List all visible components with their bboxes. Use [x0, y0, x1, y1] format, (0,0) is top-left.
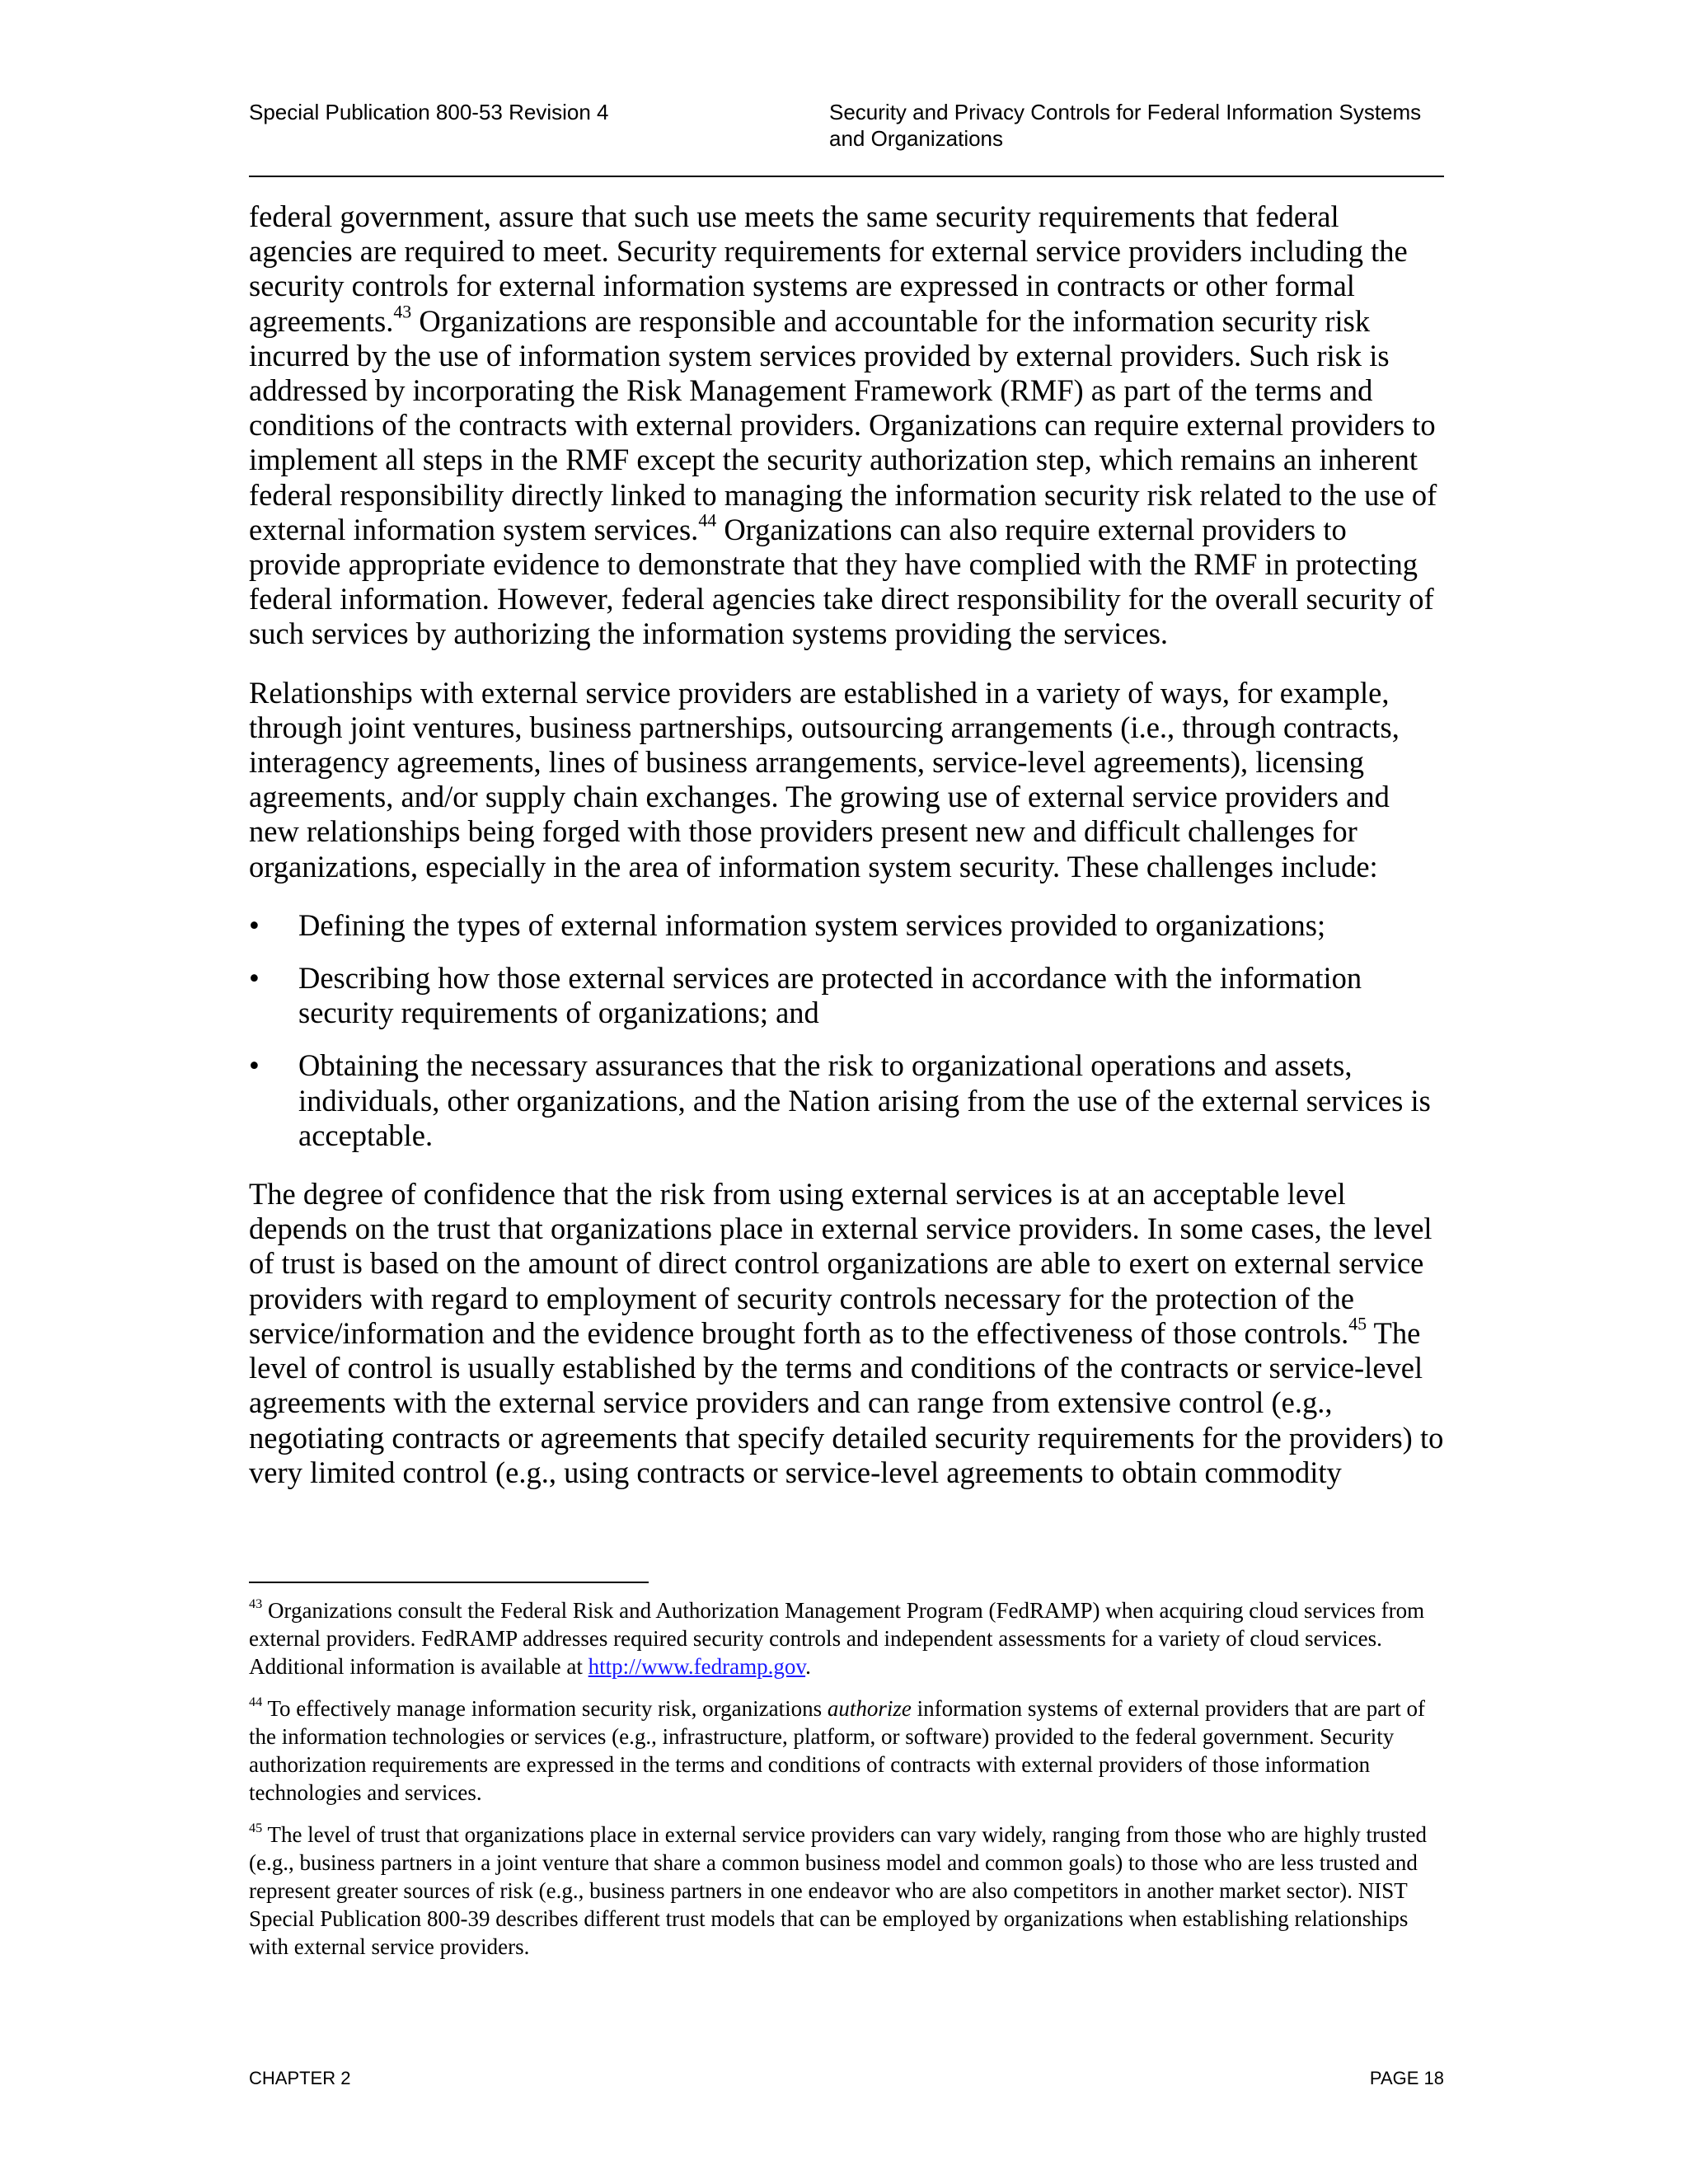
- fedramp-link[interactable]: http://www.fedramp.gov: [588, 1654, 806, 1679]
- bullet-icon: •: [249, 1048, 260, 1083]
- list-item-text: Defining the types of external information system services provided to organizations;: [298, 907, 1326, 942]
- footnote-text: information systems of external providers that are part of the information technologies or services (e.g., infrastructure, platform, or software) provided to the federal government. Security authorization requirements are expressed in the terms and conditions of contracts with external providers of those information technologies and services.: [249, 1696, 1425, 1805]
- footnote-ref-44[interactable]: 44: [698, 509, 717, 531]
- footnote-text: To effectively manage information security risk, organizations: [262, 1696, 828, 1721]
- paragraph-text: federal government, assure that such use meets the same security requirements that federal agencies are required to meet. Security requirements for external service providers including the security controls for external information systems are expressed in contracts or other formal agreements.: [249, 199, 1408, 338]
- footnote-number: 45: [249, 1820, 263, 1835]
- footnote-45: [249, 1821, 1444, 1961]
- footnotes-section: [249, 1596, 1444, 1975]
- footer-page-number: PAGE 18: [1369, 2068, 1444, 2088]
- footnote-text: Organizations consult the Federal Risk and Authorization Management Program (FedRAMP) when acquiring cloud services from external providers. FedRAMP addresses required security controls and independent assessments for a variety of cloud services. Additional information is available at: [249, 1598, 1425, 1679]
- footnote-number: 43: [249, 1596, 263, 1611]
- main-body: [249, 199, 1444, 1514]
- footer-chapter: CHAPTER 2: [249, 2068, 351, 2088]
- paragraph-text: Organizations are responsible and accountable for the information security risk incurred by the use of information system services provided by external providers. Such risk is addressed by incorporating the Risk Management Framework (RMF) as part of the terms and conditions of the contracts with external providers. Organizations can require external providers to implement all steps in the RMF except the security authorization step, which remains an inherent federal responsibility directly linked to managing the information security risk related to the use of external information system services.: [249, 303, 1437, 546]
- paragraph-text: The degree of confidence that the risk from using external services is at an acceptable level depends on the trust that organizations place in external service providers. In some cases, the level of trust is based on the amount of direct control organizations are able to exert on external service providers with regard to employment of security controls necessary for the protection of the service/information and the evidence brought forth as to the effectiveness of those controls.: [249, 1177, 1432, 1350]
- body-paragraph-2: Relationships with external service providers are established in a variety of ways, for example, through joint ventures, business partnerships, outsourcing arrangements (i.e., through contracts, interagency agreements, lines of business arrangements, service-level agreements), licensing agreements, and/or supply chain exchanges. The growing use of external service providers and new relationships being forged with those providers present new and difficult challenges for organizations, especially in the area of information system security. These challenges include:: [249, 675, 1400, 883]
- footnote-text: .: [805, 1654, 811, 1679]
- footnote-emphasis: authorize: [827, 1696, 912, 1721]
- paragraph-text: The level of control is usually established by the terms and conditions of the contracts or service-level agreements with the external service providers and can range from extensive control (e.g., negotiating contracts or agreements that specify detailed security requirements for the providers) to very limited control (e.g., using contracts or service-level agreements to obtain commodity: [249, 1315, 1444, 1489]
- paragraph-text: Organizations can also require external providers to provide appropriate evidence to demonstrate that they have complied with the RMF in protecting federal information. However, federal agencies take direct responsibility for the overall security of such services by authorizing the information systems providing the services.: [249, 512, 1434, 651]
- footnote-divider: [249, 1582, 649, 1583]
- list-item: [249, 908, 1444, 943]
- bullet-icon: •: [249, 907, 260, 942]
- list-item: [249, 1048, 1444, 1153]
- footnote-44: [249, 1694, 1444, 1807]
- list-item-text: Obtaining the necessary assurances that the risk to organizational operations and assets, individuals, other organizations, and the Nation arising from the use of the external services is acceptable.: [298, 1048, 1431, 1152]
- bullet-icon: •: [249, 961, 260, 996]
- list-item-text: Describing how those external services are protected in accordance with the information security requirements of organizations; and: [298, 961, 1362, 1030]
- body-paragraph-3: [249, 1177, 1444, 1490]
- footnote-43: [249, 1596, 1444, 1680]
- challenges-list: [249, 908, 1444, 1153]
- body-paragraph-1: [249, 199, 1444, 652]
- footnote-ref-45[interactable]: 45: [1348, 1313, 1367, 1334]
- running-header-right: Security and Privacy Controls for Federal Information Systems and Organizations: [829, 100, 1422, 151]
- running-header-left: Special Publication 800-53 Revision 4: [249, 100, 609, 124]
- footnote-text: The level of trust that organizations place in external service providers can vary widely, ranging from those who are highly trusted (e.g., business partners in a joint venture that share a common business model and common goals) to those who are less trusted and represent greater sources of risk (e.g., business partners in one endeavor who are also competitors in another market sector). NIST Special Publication 800-39 describes different trust models that can be employed by organizations when establishing relationships with external service providers.: [249, 1822, 1427, 1959]
- header-divider: [249, 176, 1444, 177]
- list-item: [249, 961, 1444, 1030]
- footnote-ref-43[interactable]: 43: [393, 301, 412, 322]
- footnote-number: 44: [249, 1694, 263, 1709]
